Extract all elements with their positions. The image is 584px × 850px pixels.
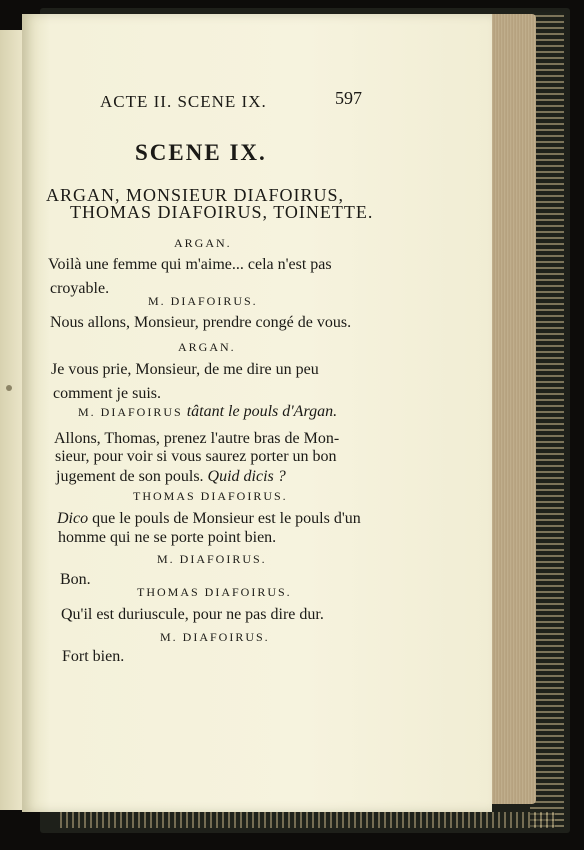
speaker-thomas: THOMAS DIAFOIRUS. — [137, 585, 292, 599]
page-mark — [6, 385, 12, 391]
dialogue-line: Voilà une femme qui m'aime... cela n'est pas — [48, 256, 332, 273]
dialogue-line: sieur, pour voir si vous saurez porter un bon — [55, 448, 337, 465]
running-head: ACTE II. SCENE IX. — [100, 92, 267, 111]
dialogue-line: comment je suis. — [53, 385, 161, 402]
dialogue-line: Je vous prie, Monsieur, de me dire un peu — [51, 361, 319, 378]
speaker-diafoirus: M. DIAFOIRUS. — [148, 294, 258, 308]
latin-phrase: Dico — [57, 510, 89, 527]
cast-list-line-2: THOMAS DIAFOIRUS, TOINETTE. — [70, 202, 374, 222]
speech-heading — [78, 403, 337, 421]
page-number: 597 — [335, 88, 362, 108]
dialogue-line: Fort bien. — [62, 648, 125, 665]
dialogue-line: Allons, Thomas, prenez l'autre bras de Mon- — [54, 430, 340, 447]
speaker-diafoirus: M. DIAFOIRUS — [78, 405, 183, 419]
speaker-argan: ARGAN. — [178, 340, 236, 354]
cast-list-line-1: ARGAN, MONSIEUR DIAFOIRUS, — [46, 185, 345, 205]
dialogue-line: jugement de son pouls. — [56, 468, 204, 485]
speaker-diafoirus: M. DIAFOIRUS. — [160, 630, 270, 644]
speaker-argan: ARGAN. — [174, 236, 232, 250]
speaker-diafoirus: M. DIAFOIRUS. — [157, 552, 267, 566]
dialogue-line-composite — [56, 468, 286, 486]
dialogue-line: croyable. — [50, 280, 110, 297]
latin-phrase: Quid dicis ? — [207, 468, 286, 485]
scene-title: SCENE IX. — [135, 140, 267, 165]
speaker-thomas: THOMAS DIAFOIRUS. — [133, 489, 288, 503]
dialogue-line: Nous allons, Monsieur, prendre congé de vous. — [50, 314, 352, 331]
dialogue-line: Qu'il est duriuscule, pour ne pas dire dur. — [61, 606, 324, 623]
dialogue-line: homme qui ne se porte point bien. — [58, 529, 277, 546]
dialogue-line: que le pouls de Monsieur est le pouls d'un — [92, 510, 361, 527]
dialogue-line: Bon. — [60, 571, 91, 588]
dialogue-line-composite — [57, 510, 361, 528]
cover-border-bottom — [60, 812, 555, 828]
stage-direction: tâtant le pouls d'Argan. — [186, 403, 338, 420]
